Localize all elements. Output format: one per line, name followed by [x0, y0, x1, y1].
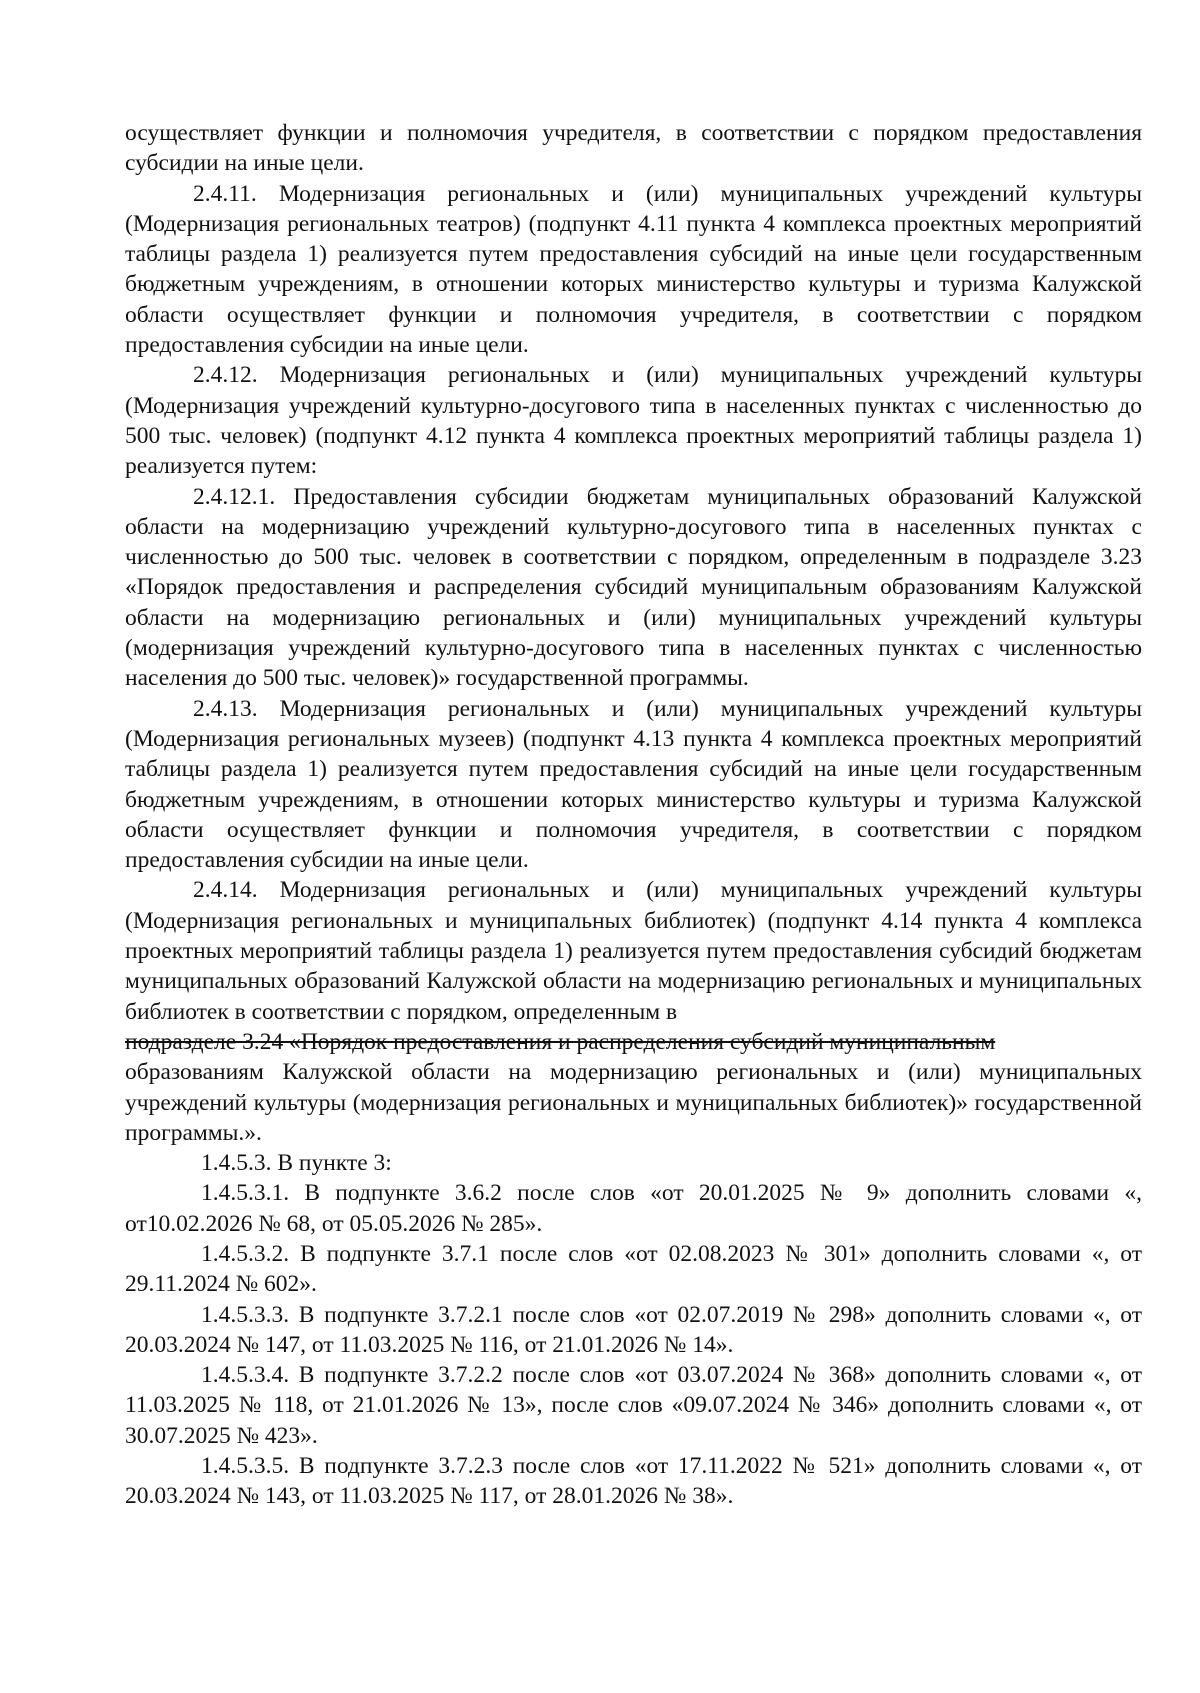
paragraph-1-4-5-3-4: 1.4.5.3.4. В подпункте 3.7.2.2 после слов «от 03.07.2024 № 368» дополнить словами «, от 11.03.2025 № 118, от 21.01.2026 № 13», после слов «09.07.2024 № 346» дополнить словами «, от 30.07.2025 № 423».: [125, 1362, 1142, 1449]
struck-through-line: подразделе 3.24 «Порядок предоставления и распределения субсидий муниципальным: [125, 1028, 996, 1055]
paragraph-1-4-5-3-2: 1.4.5.3.2. В подпункте 3.7.1 после слов «от 02.08.2023 № 301» дополнить словами «, от 29.11.2024 № 602».: [125, 1240, 1142, 1298]
paragraph-2-4-12-1: 2.4.12.1. Предоставления субсидии бюджетам муниципальных образований Калужской области на модернизацию учреждений культурно-досугового типа в населенных пунктах с численностью до 500 тыс. человек в соответствии с порядком, определенным в подразделе 3.23 «Порядок предоставления и распределения субсидий муниципальным образованиям Калужской области на модернизацию региональных и (или) муниципальных учреждений культуры (модернизация учреждений культурно-досугового типа в населенных пунктах с численностью населения до 500 тыс. человек)» государственной программы.: [125, 483, 1142, 692]
paragraph-2-4-13: 2.4.13. Модернизация региональных и (или) муниципальных учреждений культуры (Модернизация региональных музеев) (подпункт 4.13 пункта 4 комплекса проектных мероприятий таблицы раздела 1) реализуется путем предоставления субсидий на иные цели государственным бюджетным учреждениям, в отношении которых министерство культуры и туризма Калужской области осуществляет функции и полномочия учредителя, в соответствии с порядком предоставления субсидии на иные цели.: [125, 695, 1142, 874]
paragraph-1-4-5-3: 1.4.5.3. В пункте 3:: [201, 1150, 392, 1177]
paragraph-1-4-5-3-5: 1.4.5.3.5. В подпункте 3.7.2.3 после слов «от 17.11.2022 № 521» дополнить словами «, от 20.03.2024 № 143, от 11.03.2025 № 117, от 28.01.2026 № 38».: [125, 1453, 1142, 1510]
paragraph-1-4-5-3-1: 1.4.5.3.1. В подпункте 3.6.2 после слов «от 20.01.2025 № 9» дополнить словами «, от10.02.2026 № 68, от 05.05.2026 № 285».: [125, 1180, 1142, 1237]
paragraph-1-4-5-3-3: 1.4.5.3.3. В подпункте 3.7.2.1 после слов «от 02.07.2019 № 298» дополнить словами «, от 20.03.2024 № 147, от 11.03.2025 № 116, от 21.01.2026 № 14».: [125, 1301, 1142, 1358]
paragraph-2-4-14: 2.4.14. Модернизация региональных и (или) муниципальных учреждений культуры (Модернизация региональных и муниципальных библиотек) (подпункт 4.14 пункта 4 комплекса проектных мероприятий таблицы раздела 1) реализуется путем предоставления субсидий бюджетам муниципальных образований Калужской области на модернизацию региональных и муниципальных библиотек в соответствии с порядком, определенным в: [125, 877, 1142, 1025]
document-body: [125, 118, 1142, 1512]
paragraph-2-4-14-end: образованиям Калужской области на модернизацию региональных и (или) муниципальных учреждений культуры (модернизация региональных и муниципальных библиотек)» государственной программы.».: [125, 1059, 1142, 1146]
paragraph-2-4-12: 2.4.12. Модернизация региональных и (или) муниципальных учреждений культуры (Модернизация учреждений культурно-досугового типа в населенных пунктах с численностью до 500 тыс. человек) (подпункт 4.12 пункта 4 комплекса проектных мероприятий таблицы раздела 1) реализуется путем:: [125, 362, 1142, 480]
paragraph-2-4-11: 2.4.11. Модернизация региональных и (или) муниципальных учреждений культуры (Модернизация региональных театров) (подпункт 4.11 пункта 4 комплекса проектных мероприятий таблицы раздела 1) реализуется путем предоставления субсидий на иные цели государственным бюджетным учреждениям, в отношении которых министерство культуры и туризма Калужской области осуществляет функции и полномочия учредителя, в соответствии с порядком предоставления субсидии на иные цели.: [125, 180, 1142, 359]
paragraph-continuation: осуществляет функции и полномочия учредителя, в соответствии с порядком предоставления субсидии на иные цели.: [125, 120, 1142, 177]
